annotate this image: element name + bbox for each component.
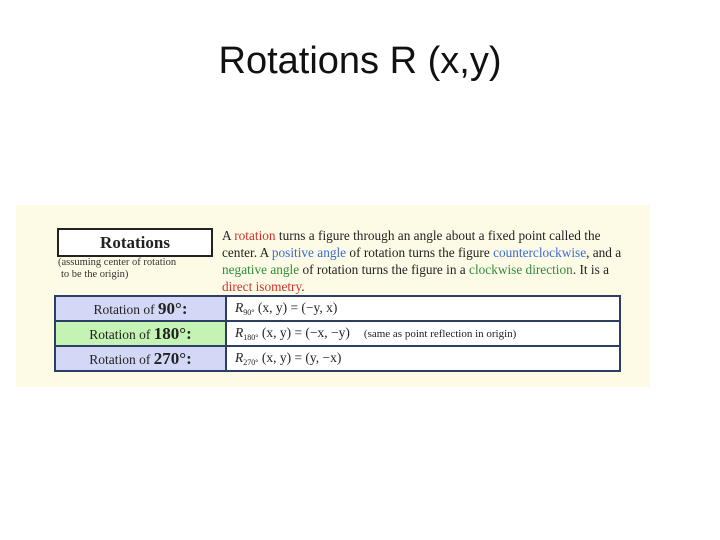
term-direct-isometry: direct isometry	[222, 279, 302, 294]
term-clockwise: clockwise direction	[469, 262, 573, 277]
rotation-angle: 270°:	[153, 348, 192, 368]
rule-note: (same as point reflection in origin)	[363, 328, 517, 340]
desc-text: turns a figure through an angle about a fixed point called the center. A	[222, 228, 601, 260]
assumption-note	[58, 257, 208, 281]
rule-formula: (x, y) = (y, −x)	[258, 350, 342, 365]
term-negative-angle: negative angle	[222, 262, 300, 277]
term-positive-angle: positive angle	[271, 245, 347, 260]
desc-text: , and a	[586, 245, 622, 260]
rotation-rule-180	[226, 321, 620, 346]
rule-R: R	[235, 300, 244, 315]
rule-R: R	[235, 350, 244, 365]
term-counterclockwise: counterclockwise	[493, 245, 587, 260]
assumption-line-1: (assuming center of rotation	[58, 257, 177, 268]
rotation-prefix: Rotation of	[93, 301, 159, 317]
desc-text: of rotation turns the figure in a	[299, 262, 470, 277]
rotation-row-270	[55, 346, 620, 371]
rotation-angle: 180°:	[153, 323, 192, 343]
desc-text: . It is a	[572, 262, 610, 277]
desc-text: .	[301, 279, 305, 294]
rotations-heading: Rotations	[57, 228, 213, 257]
rotations-panel	[16, 205, 650, 387]
rotation-rule-90	[226, 296, 620, 321]
rotation-description	[222, 227, 637, 295]
slide-title: Rotations R (x,y)	[218, 40, 502, 82]
term-rotation: rotation	[234, 228, 276, 243]
rule-subscript: 270°	[243, 358, 259, 367]
rule-subscript: 90°	[243, 308, 255, 317]
rotation-row-90	[55, 296, 620, 321]
desc-text: A	[222, 228, 235, 243]
rotation-angle: 90°:	[158, 298, 188, 318]
rotation-row-180	[55, 321, 620, 346]
rule-subscript: 180°	[243, 333, 259, 342]
rotation-rule-270	[226, 346, 620, 371]
rule-R: R	[235, 325, 244, 340]
rotation-label-90	[55, 296, 226, 321]
rotation-prefix: Rotation of	[89, 351, 154, 367]
rule-formula: (x, y) = (−x, −y)	[258, 325, 350, 340]
assumption-line-2: to be the origin)	[61, 269, 129, 280]
rotation-prefix: Rotation of	[89, 326, 154, 342]
rotation-label-180	[55, 321, 226, 346]
rule-formula: (x, y) = (−y, x)	[254, 300, 338, 315]
rotation-rules-table	[54, 295, 621, 372]
rotation-label-270	[55, 346, 226, 371]
desc-text: of rotation turns the figure	[346, 245, 494, 260]
